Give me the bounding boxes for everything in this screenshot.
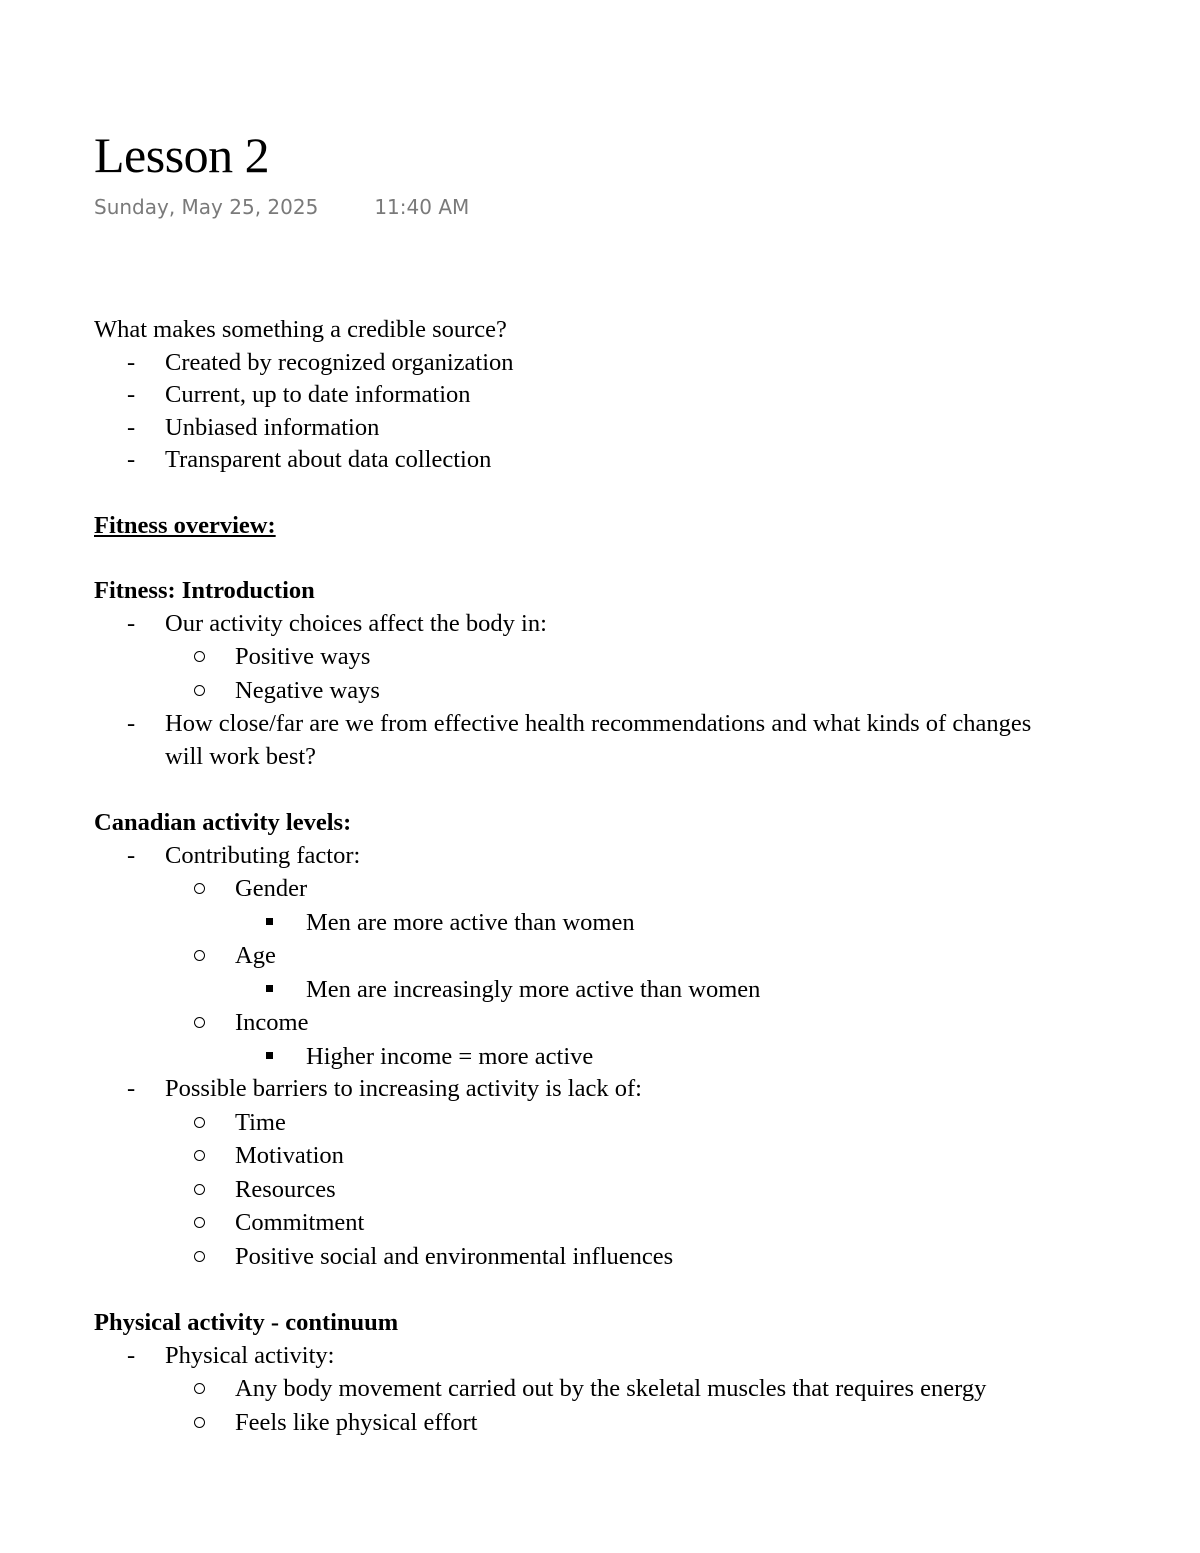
spacer [94, 542, 1194, 575]
page-meta [94, 192, 1194, 222]
dash-bullet-icon: - [127, 609, 136, 637]
dash-bullet-icon: - [127, 446, 136, 473]
list-item: Resources [94, 1173, 1194, 1207]
circle-bullet-icon [194, 883, 205, 894]
circle-bullet-icon [194, 1117, 205, 1128]
circle-bullet-icon [194, 1417, 205, 1428]
fitness-overview-heading: Fitness overview: [94, 511, 276, 539]
list-item-continuation: will work best? [165, 742, 317, 770]
list-item: Motivation [94, 1139, 1194, 1173]
list-item: - Our activity choices affect the body in: [94, 608, 1194, 641]
list-item: Men are more active than women [94, 906, 1194, 940]
spacer [94, 1273, 1194, 1307]
page-date: Sunday, May 25, 2025 [94, 195, 319, 219]
dash-bullet-icon: - [127, 1341, 136, 1369]
note-page [94, 126, 1194, 1436]
list-item: Men are increasingly more active than women [94, 973, 1194, 1007]
circle-bullet-icon [194, 950, 205, 961]
list-item: - Physical activity: [94, 1340, 1194, 1373]
dash-bullet-icon: - [127, 841, 136, 869]
list-item: Higher income = more active [94, 1040, 1194, 1074]
list-item: Commitment [94, 1206, 1194, 1240]
spacer [94, 773, 1194, 807]
list-item: Positive social and environmental influences [94, 1240, 1194, 1274]
circle-bullet-icon [194, 651, 205, 662]
square-bullet-icon [266, 918, 273, 925]
list-item: Feels like physical effort [94, 1406, 1194, 1440]
list-item: Income [94, 1006, 1194, 1040]
list-item: - Current, up to date information [94, 379, 1194, 412]
circle-bullet-icon [194, 1017, 205, 1028]
dash-bullet-icon: - [127, 348, 136, 376]
circle-bullet-icon [194, 1184, 205, 1195]
list-item: Negative ways [94, 674, 1194, 708]
list-item: - Unbiased information [94, 412, 1194, 445]
list-item: Positive ways [94, 640, 1194, 674]
list-item: - Transparent about data collection [94, 444, 1194, 477]
page-time: 11:40 AM [374, 195, 470, 219]
square-bullet-icon [266, 1052, 273, 1059]
square-bullet-icon [266, 985, 273, 992]
dash-bullet-icon: - [127, 710, 136, 737]
credible-question: What makes something a credible source? [94, 316, 507, 343]
canadian-heading: Canadian activity levels: [94, 809, 352, 836]
list-item: Gender [94, 872, 1194, 906]
circle-bullet-icon [194, 1217, 205, 1228]
circle-bullet-icon [194, 1383, 205, 1394]
dash-bullet-icon: - [127, 1075, 136, 1102]
dash-bullet-icon: - [127, 413, 136, 441]
circle-bullet-icon [194, 685, 205, 696]
page-title: Lesson 2 [94, 127, 270, 183]
list-item: - Contributing factor: [94, 840, 1194, 873]
note-body [94, 314, 1194, 1439]
continuum-heading: Physical activity - continuum [94, 1309, 399, 1336]
spacer [94, 477, 1194, 510]
list-item: Any body movement carried out by the skeletal muscles that requires energy [94, 1372, 1194, 1406]
circle-bullet-icon [194, 1251, 205, 1262]
introduction-heading: Fitness: Introduction [94, 577, 315, 604]
list-item: Time [94, 1106, 1194, 1140]
list-item: - Possible barriers to increasing activity is lack of: [94, 1073, 1194, 1106]
list-item: - How close/far are we from effective health recommendations and what kinds of changes [94, 707, 1194, 741]
list-item: Age [94, 939, 1194, 973]
dash-bullet-icon: - [127, 381, 136, 408]
list-item: - Created by recognized organization [94, 347, 1194, 380]
circle-bullet-icon [194, 1150, 205, 1161]
